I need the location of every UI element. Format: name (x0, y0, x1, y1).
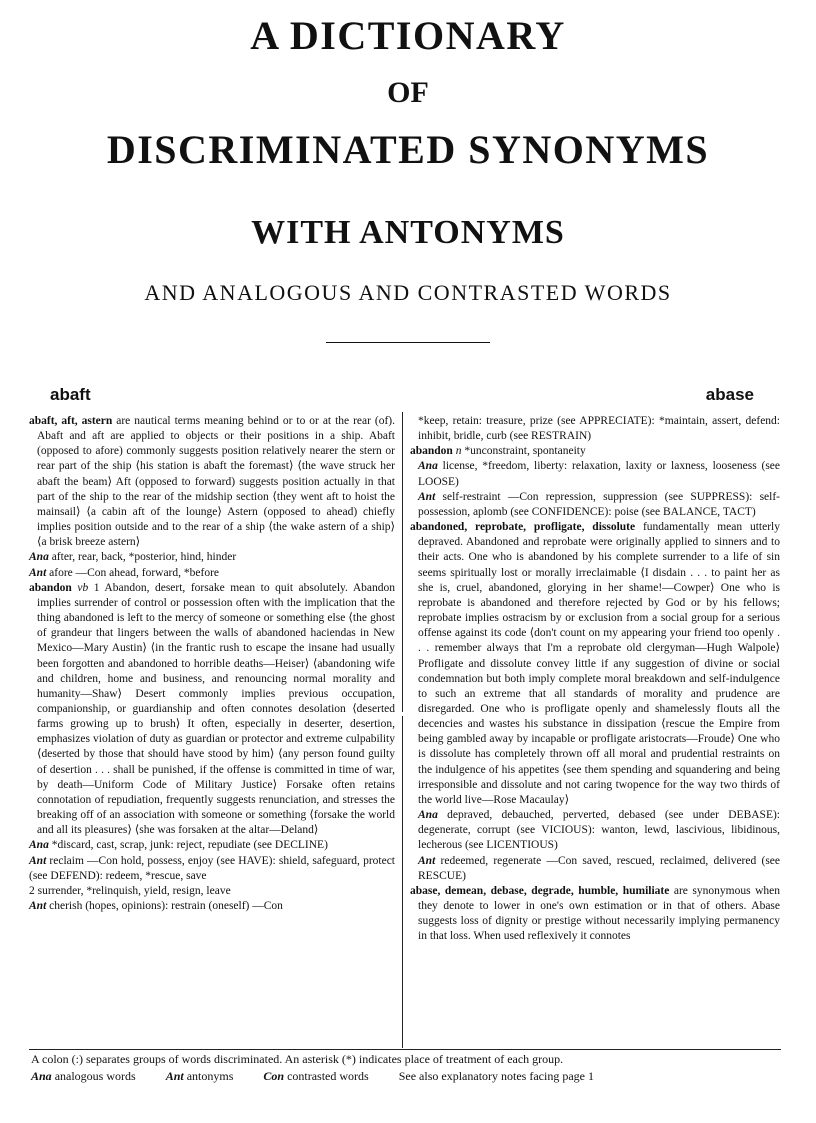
guide-word-left: abaft (50, 385, 91, 404)
entry-abaft (29, 414, 395, 550)
right-column (410, 414, 780, 944)
ana-label: Ana (29, 551, 49, 564)
ant-text: reclaim —Con hold, possess, enjoy (see HAVE): shield, safeguard, protect (see DEFEND): redeem, *rescue, save (29, 854, 395, 882)
continued-text: *keep, retain: treasure, prize (see APPRECIATE): *maintain, assert, defend: inhibit, bridle, curb (see RESTRAIN) (418, 415, 780, 443)
title-line-2: OF (387, 76, 429, 109)
ant-text: self-restraint —Con repression, suppression (see SUPPRESS): self-possession, aplomb (see CONFIDENCE): poise (see BALANCE, TACT) (418, 490, 781, 518)
headword: abase, demean, debase, degrade, humble, humiliate (410, 884, 670, 897)
headword: abandon (410, 445, 453, 458)
entry-body: 1 Abandon, desert, forsake mean to quit absolutely. Abandon implies surrender of control or possession often with the implication that the thing abandoned is left to the mercy of someone or something else ⟨the ghost of grandeur that lingers between the walls of abandoned haciendas in New Mexico—Mary Austin⟩ ⟨in the frantic rush to escape the insane had usually been forgotten and abandoned to horrible deaths—Heiser⟩ ⟨abandoning wife and children, home and business, and renouncing normal morality and humanity—Shaw⟩ Desert commonly implies previous occupation, companionship, or guardianship and often connotes desolation ⟨deserted farms growing up to brush⟩ It often, especially in deserter, desertion, emphasizes violation of duty as guardian or protector and extreme culpability ⟨deserted by those that should have stood by him⟩ ⟨any person found guilty of desertion . . . shall be punished, if the offense is committed in time of war, by death—Uniform Code of Military Justice⟩ Forsake often retains connotation of repudiation, frequently suggests renunciation, and stresses the breaking off of an association with someone or something ⟨forsake the world and all its pleasures⟩ ⟨she was forsaken at the altar—Deland⟩ (37, 581, 395, 837)
ant-text: cherish (hopes, opinions): restrain (oneself) —Con (49, 900, 283, 912)
ant-text: afore —Con ahead, forward, *before (49, 566, 220, 579)
ana-text: *discard, cast, scrap, junk: reject, repudiate (see DECLINE) (51, 839, 328, 852)
legend-ana-text: analogous words (54, 1069, 136, 1083)
ana-line (29, 838, 395, 853)
column-divider (402, 412, 403, 712)
sense-2: 2 surrender, *relinquish, yield, resign, leave (29, 884, 231, 897)
legend-ana-label: Ana (31, 1069, 52, 1083)
part-of-speech: vb (77, 581, 89, 594)
ant-text: redeemed, regenerate —Con saved, rescued, reclaimed, delivered (see RESCUE) (418, 854, 781, 882)
headword: abandon (29, 581, 72, 594)
left-column (29, 414, 395, 914)
footer-legend (31, 1068, 791, 1084)
legend-ant-text: antonyms (186, 1069, 234, 1083)
title-rule (326, 342, 490, 343)
ana-label: Ana (418, 460, 438, 473)
footer-note: A colon (:) separates groups of words discriminated. An asterisk (*) indicates place of treatment of each group. (31, 1052, 564, 1066)
ana-line (410, 459, 780, 489)
title-line-4: WITH ANTONYMS (251, 214, 565, 251)
ant-label: Ant (418, 490, 436, 503)
ant-line (410, 854, 780, 884)
entry-abandon-vb (29, 581, 395, 839)
headword: abaft, aft, astern (29, 415, 113, 427)
entry-body: fundamentally mean utterly depraved. Abandoned and reprobate were originally applied to sinners and to their acts. One who is abandoned by his complete surrender to a life of sin seems spiritually lost or morally irreclaimable ⟨I disdain . . . to paint her as she is, cruel, abandoned, glorying in her shame!—Cowper⟩ One who is reprobate is abandoned and therefore rejected by God or by his fellows; reprobate implies ostracism by or exclusion from a social group for a serious offense against its code ⟨don't count on my appearing your friend too openly . . . remember always that I'm a reprobate old clergyman—Hugh Walpole⟩ Profligate and dissolute convey little if any suggestion of divine or social condemnation but both imply complete moral breakdown and self-indulgence to such an extreme that all standards of morality and prudence are disregarded. One who is profligate openly and shamelessly flouts all the decencies and wastes his substance in dissipation ⟨rescue the Empire from being gambled away by incapable or profligate aristocrats—Froude⟩ One who is dissolute has completely thrown off all moral and prudential restraints on the indulgence of his appetites ⟨see them spending and squandering and being irresponsible and dissolute and not caring twopence for the way two thirds of the world live—Rose Macaulay⟩ (418, 521, 780, 806)
entry-abandon-n (410, 444, 780, 459)
ana-text: depraved, debauched, perverted, debased (see under DEBASE): degenerate, corrupt (see VICIOUS): wanton, lewd, lascivious, libidinous, lecherous (see LICENTIOUS) (418, 809, 781, 852)
part-of-speech: n (455, 445, 462, 458)
ant-line (29, 854, 395, 884)
ana-label: Ana (418, 809, 438, 822)
ana-line (410, 808, 780, 853)
legend-con-text: contrasted words (287, 1069, 369, 1083)
ana-text: after, rear, back, *posterior, hind, hinder (51, 551, 237, 564)
entry-body: are synonymous when they denote to lower in one's own estimation or in that of others. Abase suggests loss of dignity or prestige without necessarily implying permanency in that loss. When used reflexively it connotes (418, 884, 781, 943)
footer-rule (29, 1049, 781, 1050)
ant-label: Ant (29, 566, 47, 579)
ant-label: Ant (418, 854, 436, 867)
title-line-1: A DICTIONARY (250, 13, 566, 58)
ant-label: Ant (29, 900, 47, 912)
ant-line (410, 490, 780, 520)
column-divider-lower (402, 716, 403, 1048)
ant-label: Ant (29, 854, 47, 867)
ant-line (29, 566, 395, 581)
headword: abandoned, reprobate, profligate, dissolute (410, 521, 636, 534)
entry-body: are nautical terms meaning behind or to or at the rear (of). Abaft and aft are applied to objects or their positions in a ship. Abaft (opposed to afore) commonly suggests position relatively nearer the stern or rear part of the ship ⟨his station is abaft the foremast⟩ ⟨the wave struck her abaft the beam⟩ Aft (opposed to forward) suggests position actually in that part of the ship to the rear of the midship section ⟨they went aft to hoist the mainsail⟩ ⟨a cabin aft of the lounge⟩ Astern (opposed to ahead) chiefly implies position outside and to the rear of a ship ⟨the wake astern of a ship⟩ ⟨a brisk breeze astern⟩ (37, 415, 395, 549)
ant-line (29, 899, 395, 914)
legend-ant-label: Ant (165, 1069, 184, 1083)
entry-abandoned (410, 520, 780, 808)
ana-line (29, 550, 395, 565)
title-line-5: AND ANALOGOUS AND CONTRASTED WORDS (144, 280, 672, 305)
title-line-3: DISCRIMINATED SYNONYMS (106, 127, 710, 172)
entry-abase (410, 884, 780, 945)
ana-label: Ana (29, 839, 49, 852)
legend-see-also: See also explanatory notes facing page 1 (398, 1069, 594, 1083)
guide-word-right: abase (705, 385, 754, 404)
entry-body: *unconstraint, spontaneity (464, 445, 586, 458)
legend-con-label: Con (263, 1069, 285, 1083)
ana-text: license, *freedom, liberty: relaxation, laxity or laxness, looseness (see LOOSE) (418, 460, 780, 488)
